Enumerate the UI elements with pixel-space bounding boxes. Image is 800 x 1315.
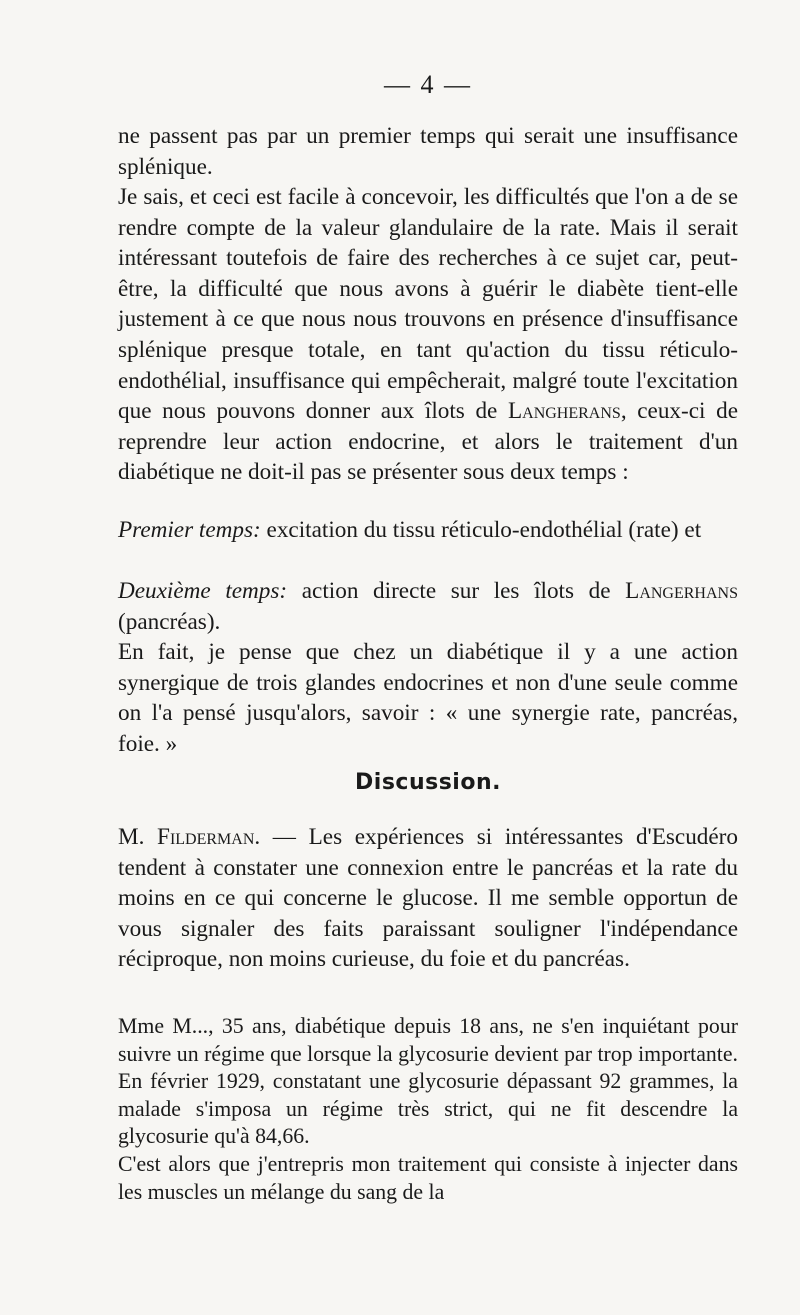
paragraph-treatment [118, 1151, 738, 1206]
speaker-name: Filderman [157, 824, 255, 850]
paragraph-second-step [118, 576, 738, 637]
paragraph-first-step [118, 515, 738, 546]
paragraph-rate-hypothesis [118, 182, 738, 488]
first-step-text: excitation du tissu réticulo-endothélial (rate) et [260, 517, 702, 543]
paragraph-case-report [118, 1013, 738, 1151]
paragraph-text-end: , ceux-ci de reprendre leur action endocrine, et alors le traitement d'un diabétique ne doit-il pas se présenter sous deux temps : [118, 398, 738, 486]
paragraph-text: En fait, je pense que chez un diabétique il y a une action synergique de trois glandes endocrines et non d'une seule comme on l'a pensé jusqu'alors, savoir : « une synergie rate, pancréas, foie. » [118, 639, 738, 757]
paragraph-text: . — Les expériences si intéressantes d'Escudéro tendent à constater une connexion entre le pancréas et la rate du moins en ce qui concerne le glucose. Il me semble opportun de vous signaler des faits paraissant souligner l'indépendance réciproque, non moins curieuse, du foie et du pancréas. [118, 824, 738, 973]
paragraph-filderman [118, 822, 738, 975]
first-step-label: Premier temps: [118, 517, 261, 543]
speaker-prefix: M. [118, 824, 145, 850]
paragraph-text: Je sais, et ceci est facile à concevoir, les difficultés que l'on a de se rendre compte de la valeur glandulaire de la rate. Mais il serait intéressant toutefois de faire des recherches à ce sujet car, peut-être, la difficulté que nous avons à guérir le diabète tient-elle justement à ce que nous nous trouvons en présence d'insuffisance splénique presque totale, en tant qu'action du tissu réticulo-endothélial, insuffisance qui empêcherait, malgré toute l'excitation que nous pouvons donner aux îlots de [118, 184, 738, 425]
section-heading-discussion: Discussion. [355, 770, 501, 795]
page-number: — 4 — [384, 70, 472, 99]
author-name-langherans: Langherans [507, 398, 621, 425]
paragraph-text: C'est alors que j'entrepris mon traitement qui consiste à injecter dans les muscles un mélange du sang de la [118, 1152, 738, 1204]
paragraph-continuation [118, 121, 738, 182]
second-step-text: action directe sur les îlots de [287, 578, 611, 604]
second-step-end: (pancréas). [118, 608, 221, 635]
second-step-label: Deuxième temps: [118, 578, 288, 604]
paragraph-text: ne passent pas par un premier temps qui serait une insuffisance splénique. [118, 123, 738, 180]
author-name-langerhans: Langerhans [625, 578, 738, 604]
paragraph-synergy [118, 637, 738, 759]
paragraph-text: Mme M..., 35 ans, diabétique depuis 18 ans, ne s'en inquiétant pour suivre un régime que lorsque la glycosurie devient par trop importante. En février 1929, constatant une glycosurie dépassant 92 grammes, la malade s'imposa un régime très strict, qui ne fit descendre la glycosurie qu'à 84,66. [118, 1014, 738, 1149]
